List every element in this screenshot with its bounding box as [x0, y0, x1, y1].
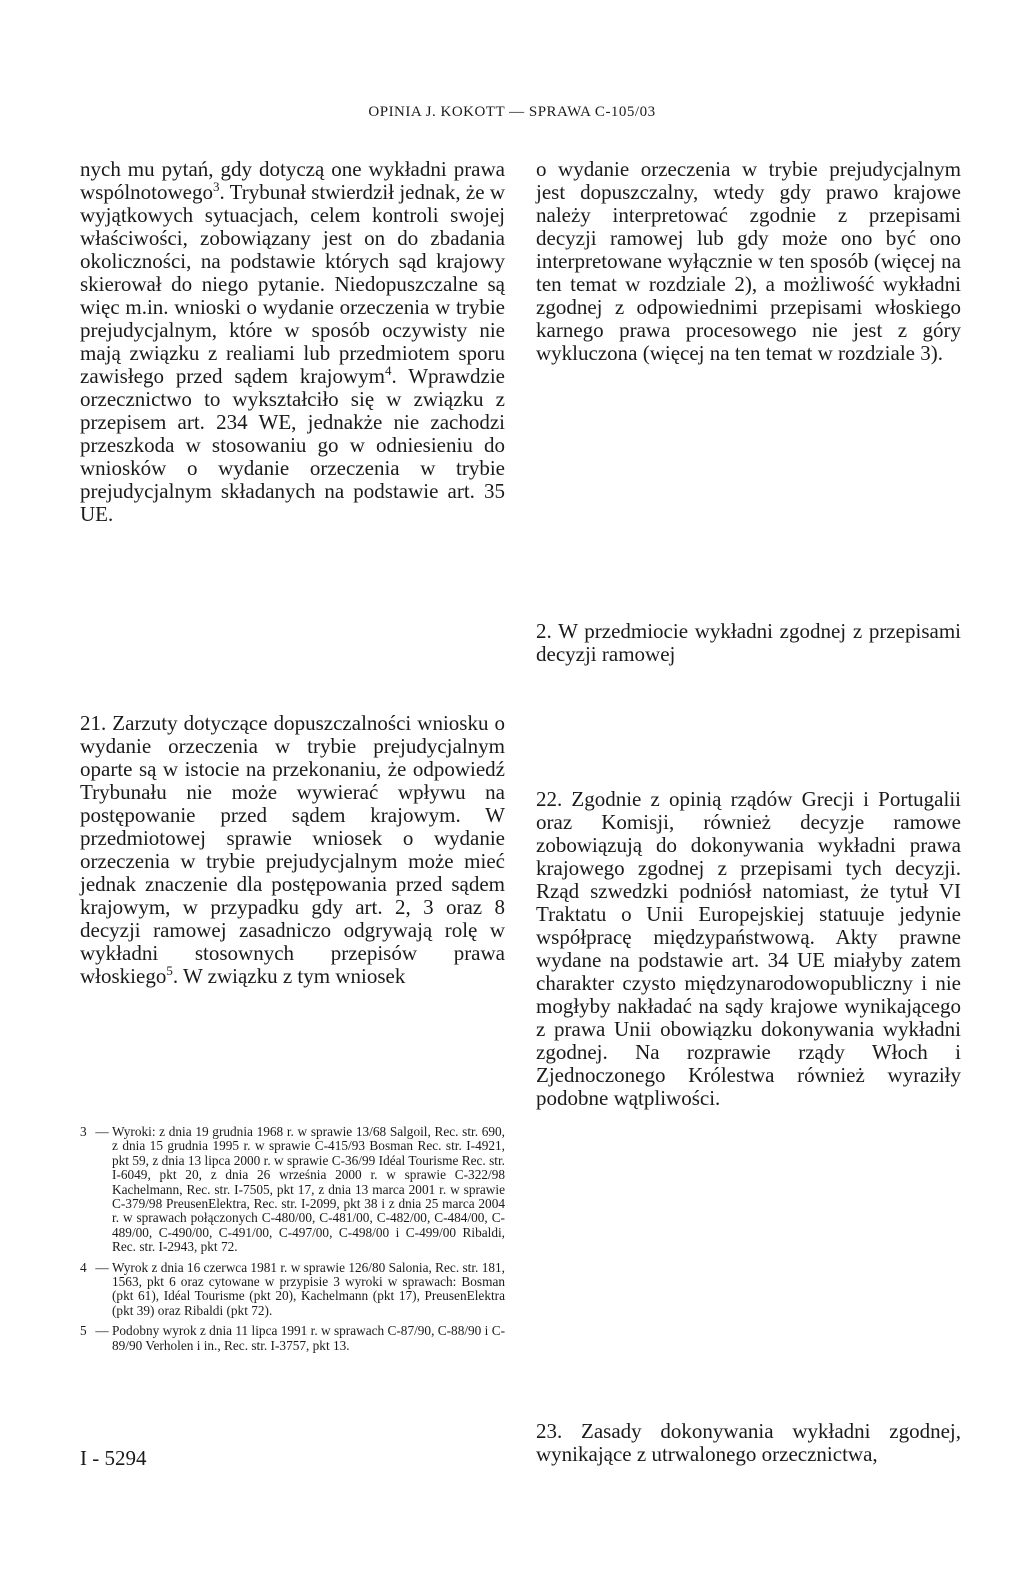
text-run: . Trybunał stwierdził jednak, że w wyjątkowych sytuacjach, celem kontroli swojej właściwości, zobowiązany jest on do zbadania okoliczności, na podstawie których sąd krajowy skierował do niego pytanie. Niedopuszczalne są więc m.in. wnioski o wydanie orzeczenia w trybie prejudycjalnym, które w sposób oczywisty nie mają związku z realiami lub przedmiotem sporu zawisłego przed sądem krajowym: [80, 180, 505, 388]
footnote-text: Wyrok z dnia 16 czerwca 1981 r. w sprawie 126/80 Salonia, Rec. str. 181, 1563, pkt 6 oraz cytowane w przypisie 3 wyroki w sprawach: Bosman (pkt 61), Idéal Tourisme (pkt 20), Kachelmann (pkt 17), PreusenElektra (pkt 39) oraz Ribaldi (pkt 72).: [112, 1259, 505, 1318]
footnote-number: 5: [80, 1323, 87, 1339]
page-number: I - 5294: [80, 1446, 147, 1470]
running-header: OPINIA J. KOKOTT — SPRAWA C-105/03: [368, 104, 656, 120]
footnote-number: 4: [80, 1259, 87, 1275]
paragraph-continuation-right: o wydanie orzeczenia w trybie prejudycjalnym jest dopuszczalny, wtedy gdy prawo krajowe należy interpretować zgodnie z przepisami decyzji ramowej lub gdy może ono być ono interpretowane wyłącznie w ten sposób (więcej na ten temat w rozdziale 2), a możliwość wykładni zgodnej z odpowiednimi przepisami włoskiego karnego prawa procesowego nie jest z góry wykluczona (więcej na ten temat w rozdziale 3).: [536, 157, 961, 365]
footnote-3: [80, 1125, 505, 1255]
text-run: . Wprawdzie orzecznictwo to wykształciło się w związku z przepisem art. 234 WE, jednakże nie zachodzi przeszkoda w stosowaniu go w odniesieniu do wniosków o wydanie orzeczenia w trybie prejudycjalnym składanych na podstawie art. 35 UE.: [80, 364, 505, 526]
left-column-top-text: [80, 158, 505, 526]
paragraph-23-text: 23. Zasady dokonywania wykładni zgodnej, wynikające z utrwalonego orzecznictwa,: [536, 1419, 961, 1466]
right-column-top-text: [536, 158, 961, 365]
paragraph-21-text: [80, 712, 505, 988]
paragraph-22: [536, 788, 961, 1110]
paragraph-22-text: 22. Zgodnie z opinią rządów Grecji i Portugalii oraz Komisji, również decyzje ramowe zobowiązują do dokonywania wykładni prawa krajowego zgodnej z przepisami tych decyzji. Rząd szwedzki podniósł natomiast, że tytuł VI Traktatu o Unii Europejskiej statuuje jedynie współpracę międzypaństwową. Akty prawne wydane na podstawie art. 34 UE miałyby zatem charakter czysto międzynarodowopubliczny i nie mogłyby nakładać na sądy krajowe wynikającego z prawa Unii obowiązku dokonywania wykładni zgodnej. Na rozprawie rządy Włoch i Zjednoczonego Królestwa również wyraziły podobne wątpliwości.: [536, 787, 961, 1110]
footnote-dash: —: [95, 1124, 109, 1139]
footnote-dash: —: [95, 1259, 109, 1275]
paragraph-21: [80, 712, 505, 988]
footnote-text: Podobny wyrok z dnia 11 lipca 1991 r. w sprawach C-87/90, C-88/90 i C-89/90 Verholen i in., Rec. str. I-3757, pkt 13.: [112, 1323, 505, 1353]
section-2-heading: 2. W przedmiocie wykładni zgodnej z przepisami decyzji ramowej: [536, 619, 961, 666]
footnote-number: 3: [80, 1124, 87, 1139]
paragraph-continuation: [80, 158, 505, 526]
footnote-ref-4: 4: [384, 363, 392, 378]
footnote-5: [80, 1324, 505, 1353]
footnotes: [80, 1125, 505, 1359]
text-run: . W związku z tym wniosek: [172, 964, 406, 988]
text-run: 21. Zarzuty dotyczące dopuszczalności wniosku o wydanie orzeczenia w trybie prejudycjalnym oparte są w istocie na przekonaniu, że odpowiedź Trybunału nie może wywierać wpływu na postępowanie przed sądem krajowym. W przedmiotowej sprawie wniosek o wydanie orzeczenia w trybie prejudycjalnym może mieć jednak znaczenie dla postępowania przed sądem krajowym, w przypadku gdy art. 2, 3 oraz 8 decyzji ramowej zasadniczo odgrywają rolę w wykładni stosownych przepisów prawa włoskiego: [80, 711, 505, 988]
footnote-4: [80, 1261, 505, 1319]
footnote-ref-3: 3: [213, 179, 220, 194]
footnote-text: Wyroki: z dnia 19 grudnia 1968 r. w sprawie 13/68 Salgoil, Rec. str. 690, z dnia 15 grudnia 1995 r. w sprawie C-415/93 Bosman Rec. str. I-4921, pkt 59, z dnia 13 lipca 2000 r. w sprawie C-36/99 Idéal Tourisme Rec. str. I-6049, pkt 20, z dnia 26 września 2000 r. w sprawie C-322/98 Kachelmann, Rec. str. I-7505, pkt 17, z dnia 13 marca 2001 r. w sprawie C-379/98 PreusenElektra, Rec. str. I-2099, pkt 38 i z dnia 25 marca 2004 r. w sprawach połączonych C-480/00, C-481/00, C-482/00, C-484/00, C-489/00, C-490/00, C-491/00, C-497/00, C-498/00 i C-499/00 Ribaldi, Rec. str. I-2943, pkt 72.: [112, 1124, 505, 1255]
text-run: nych mu pytań, gdy dotyczą one wykładni prawa wspólnotowego: [80, 157, 505, 204]
footnote-ref-5: 5: [166, 963, 173, 978]
paragraph-23: [536, 1420, 961, 1466]
footnote-dash: —: [95, 1323, 109, 1339]
